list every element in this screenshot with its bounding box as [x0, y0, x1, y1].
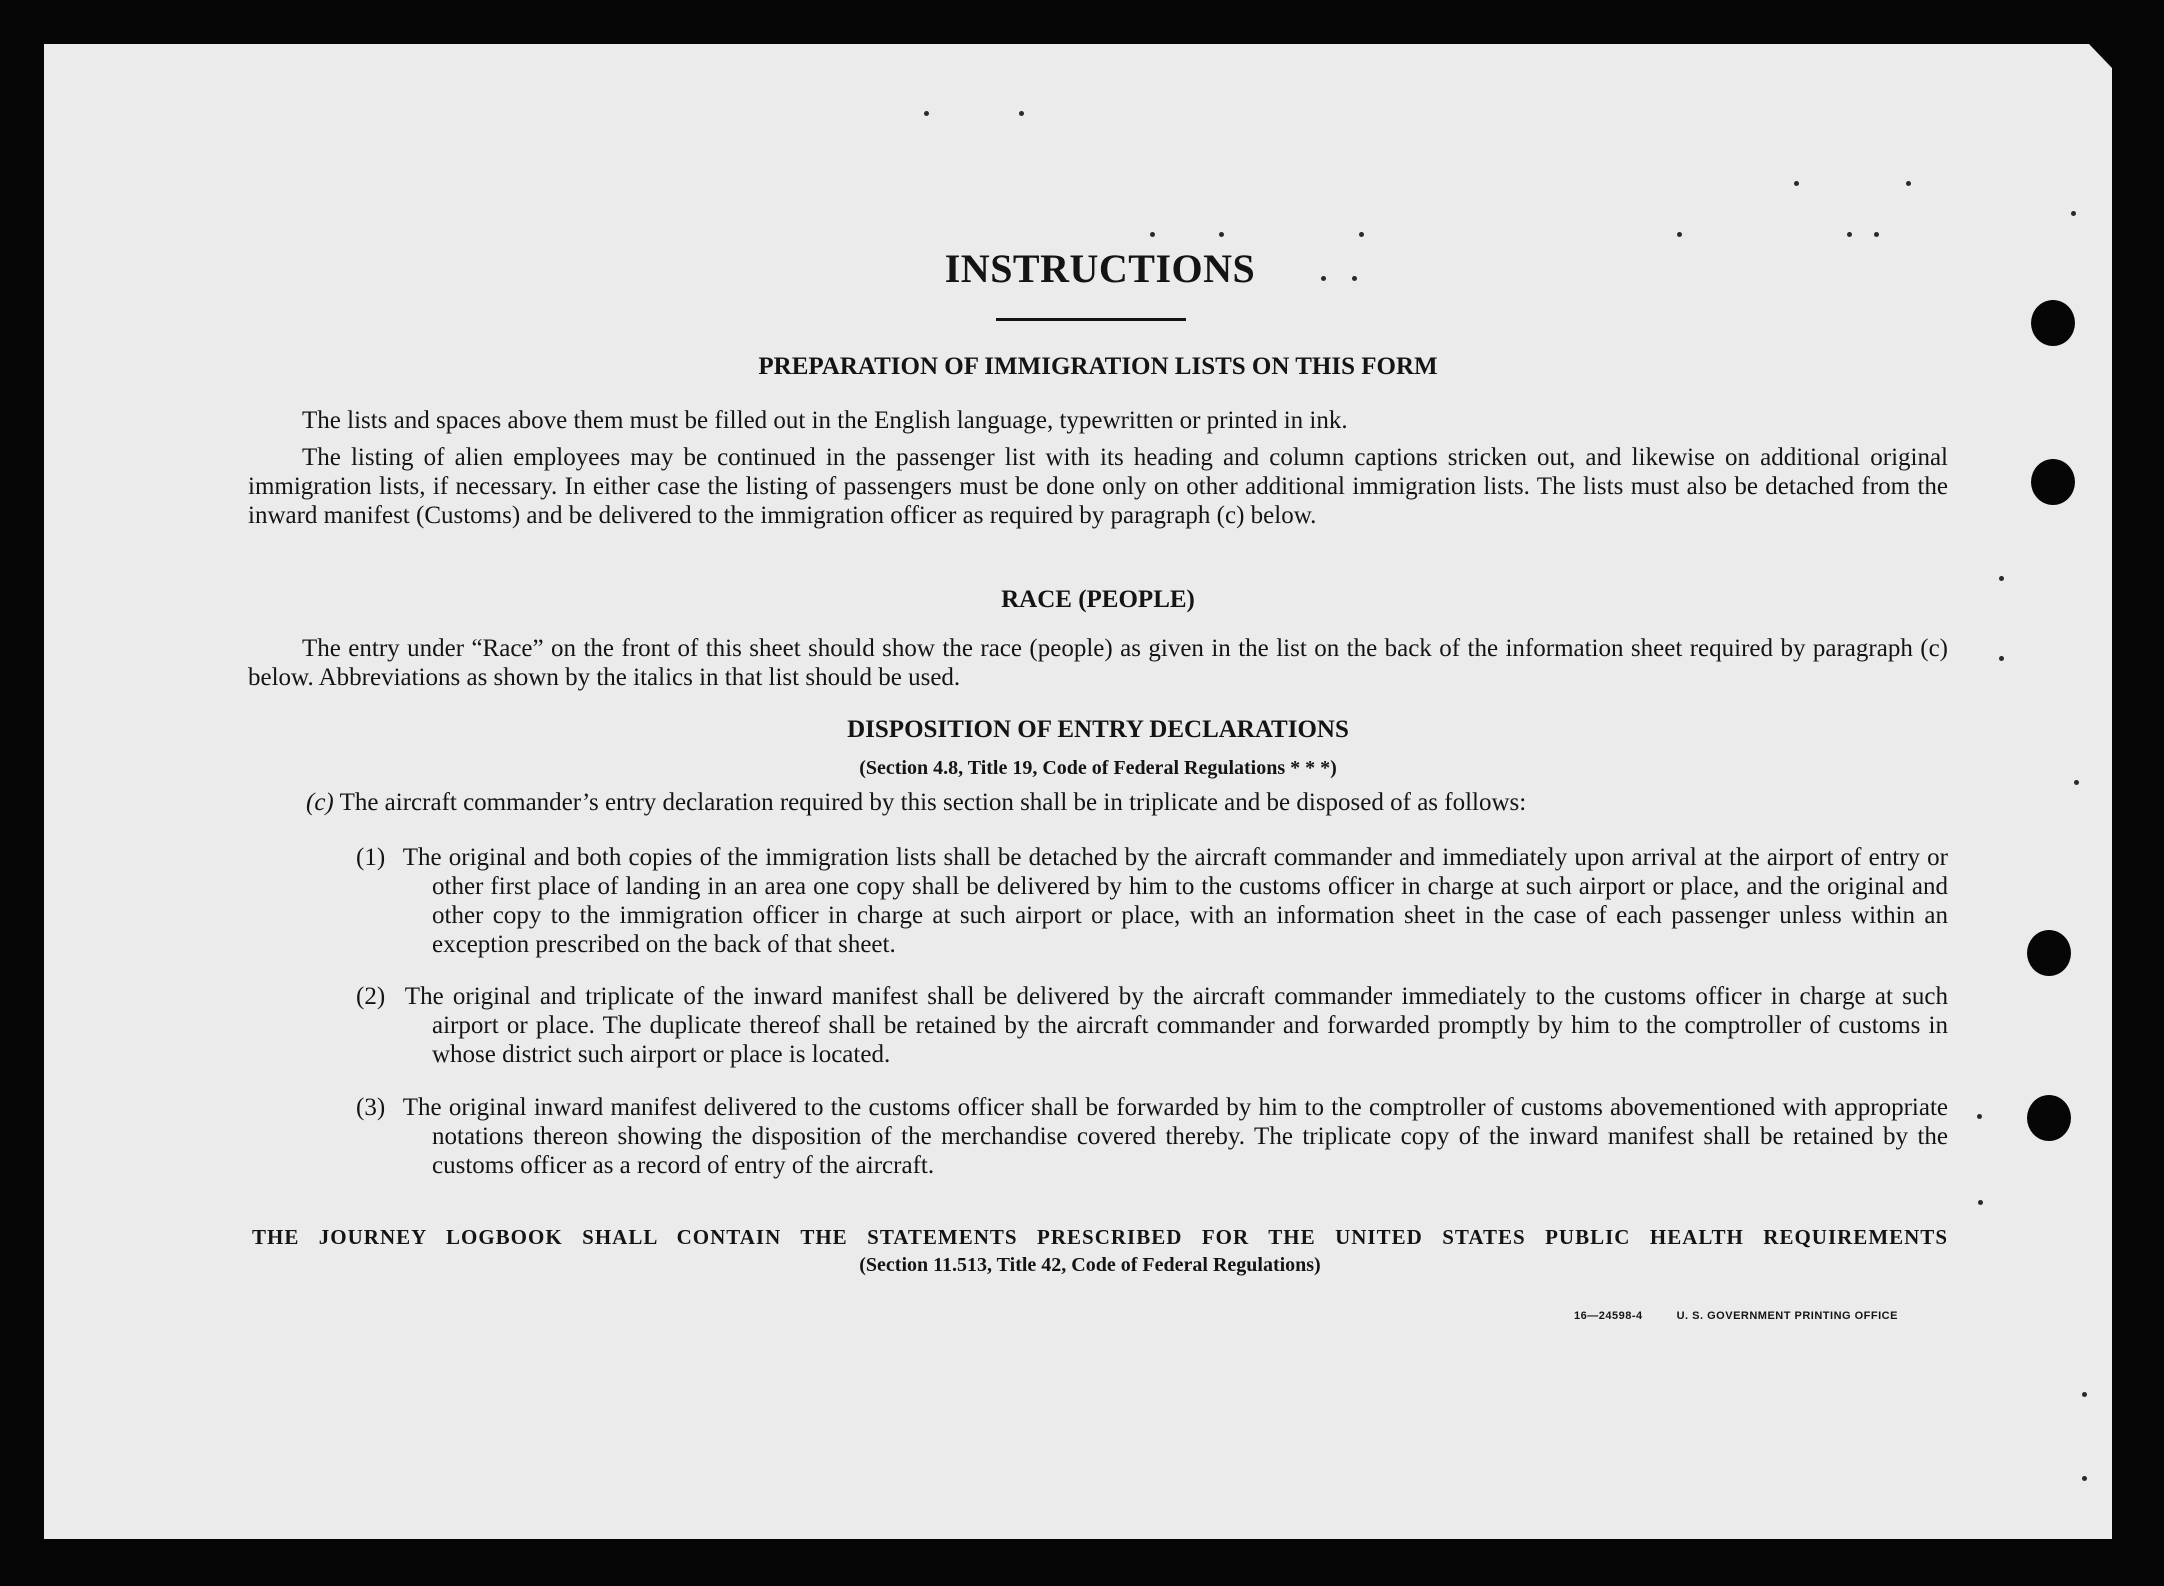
clause-c [306, 788, 1956, 817]
scan-speck [1359, 232, 1364, 237]
punch-hole [2027, 1095, 2071, 1141]
item-number: (1) [356, 844, 386, 871]
scan-speck [924, 111, 929, 116]
item-number: (2) [356, 983, 386, 1010]
preparation-paragraph-2 [248, 443, 1948, 530]
scan-speck [1019, 111, 1024, 116]
preparation-paragraph-1 [248, 406, 1948, 435]
preparation-heading: PREPARATION OF IMMIGRATION LISTS ON THIS FORM [758, 353, 1438, 380]
scan-speck [1677, 232, 1682, 237]
punch-hole [2027, 930, 2071, 976]
item-text: The original inward manifest delivered to the customs officer shall be forwarded by him to the comptroller of customs abovementioned with appropriate notations thereon showing the disposition of the merchandise covered thereby. The triplicate copy of the inward manifest shall be retained by the customs officer as a record of entry of the aircraft. [402, 1094, 1948, 1179]
race-paragraph [248, 634, 1948, 692]
punch-hole [2031, 459, 2075, 505]
scan-speck [1999, 656, 2004, 661]
printer-imprint [1574, 1310, 1898, 1322]
disposition-reference: (Section 4.8, Title 19, Code of Federal Regulations * * *) [859, 757, 1337, 779]
title-underline [996, 318, 1186, 321]
disposition-heading: DISPOSITION OF ENTRY DECLARATIONS [847, 716, 1349, 743]
scan-speck [1978, 1200, 1983, 1205]
preparation-paragraph-2-text: The listing of alien employees may be continued in the passenger list with its heading and column captions stricken out, and likewise on additional original immigration lists, if necessary. In either case the listing of passengers must be done only on other additional immigration lists. The lists must also be detached from the inward manifest (Customs) and be delivered to the immigration officer as required by paragraph (c) below. [248, 444, 1948, 529]
scan-speck [1977, 1114, 1982, 1119]
clause-c-text: The aircraft commander’s entry declaration required by this section shall be in triplicate and be disposed of as follows: [339, 789, 1527, 816]
scan-speck [2082, 1392, 2087, 1397]
clause-c-label: (c) [306, 789, 334, 816]
scan-speck [2074, 780, 2079, 785]
list-item [356, 982, 1948, 1069]
scan-speck [1219, 232, 1224, 237]
form-number: 16—24598-4 [1574, 1310, 1643, 1322]
page-title: INSTRUCTIONS [944, 246, 1256, 291]
preparation-paragraph-1-text: The lists and spaces above them must be filled out in the English language, typewritten or printed in ink. [302, 407, 1348, 434]
scan-speck [1794, 181, 1799, 186]
printer-name: U. S. GOVERNMENT PRINTING OFFICE [1676, 1310, 1898, 1322]
scan-speck [1874, 232, 1879, 237]
scan-speck [1150, 232, 1155, 237]
punch-hole [2031, 300, 2075, 346]
journey-logbook-reference: (Section 11.513, Title 42, Code of Federal Regulations) [859, 1254, 1321, 1276]
item-text: The original and both copies of the immigration lists shall be detached by the aircraft commander and immediately upon arrival at the airport of entry or other first place of landing in an area one copy shall be delivered by him to the customs officer in charge at such airport or place, and the original and other copy to the immigration officer in charge at such airport or place, with an information sheet in the case of each passenger unless within an exception prescribed on the back of that sheet. [402, 844, 1948, 958]
item-number: (3) [356, 1094, 386, 1121]
list-item [356, 1093, 1948, 1180]
scan-speck [2071, 211, 2076, 216]
scan-speck [2082, 1476, 2087, 1481]
race-paragraph-text: The entry under “Race” on the front of this sheet should show the race (people) as given in the list on the back of the information sheet required by paragraph (c) below. Abbreviations as shown by the italics in that list should be used. [248, 635, 1948, 691]
list-item [356, 843, 1948, 959]
scan-speck [1847, 232, 1852, 237]
race-heading: RACE (PEOPLE) [1001, 586, 1195, 613]
scan-speck [1906, 181, 1911, 186]
item-text: The original and triplicate of the inward manifest shall be delivered by the aircraft commander immediately to the customs officer in charge at such airport or place. The duplicate thereof shall be retained by the aircraft commander and forwarded promptly by him to the comptroller of customs in whose district such airport or place is located. [404, 983, 1948, 1068]
journey-logbook-statement: THE JOURNEY LOGBOOK SHALL CONTAIN THE STATEMENTS PRESCRIBED FOR THE UNITED STATES PUBLIC HEALTH REQUIREMENTS [252, 1225, 1948, 1249]
scan-speck [1999, 576, 2004, 581]
